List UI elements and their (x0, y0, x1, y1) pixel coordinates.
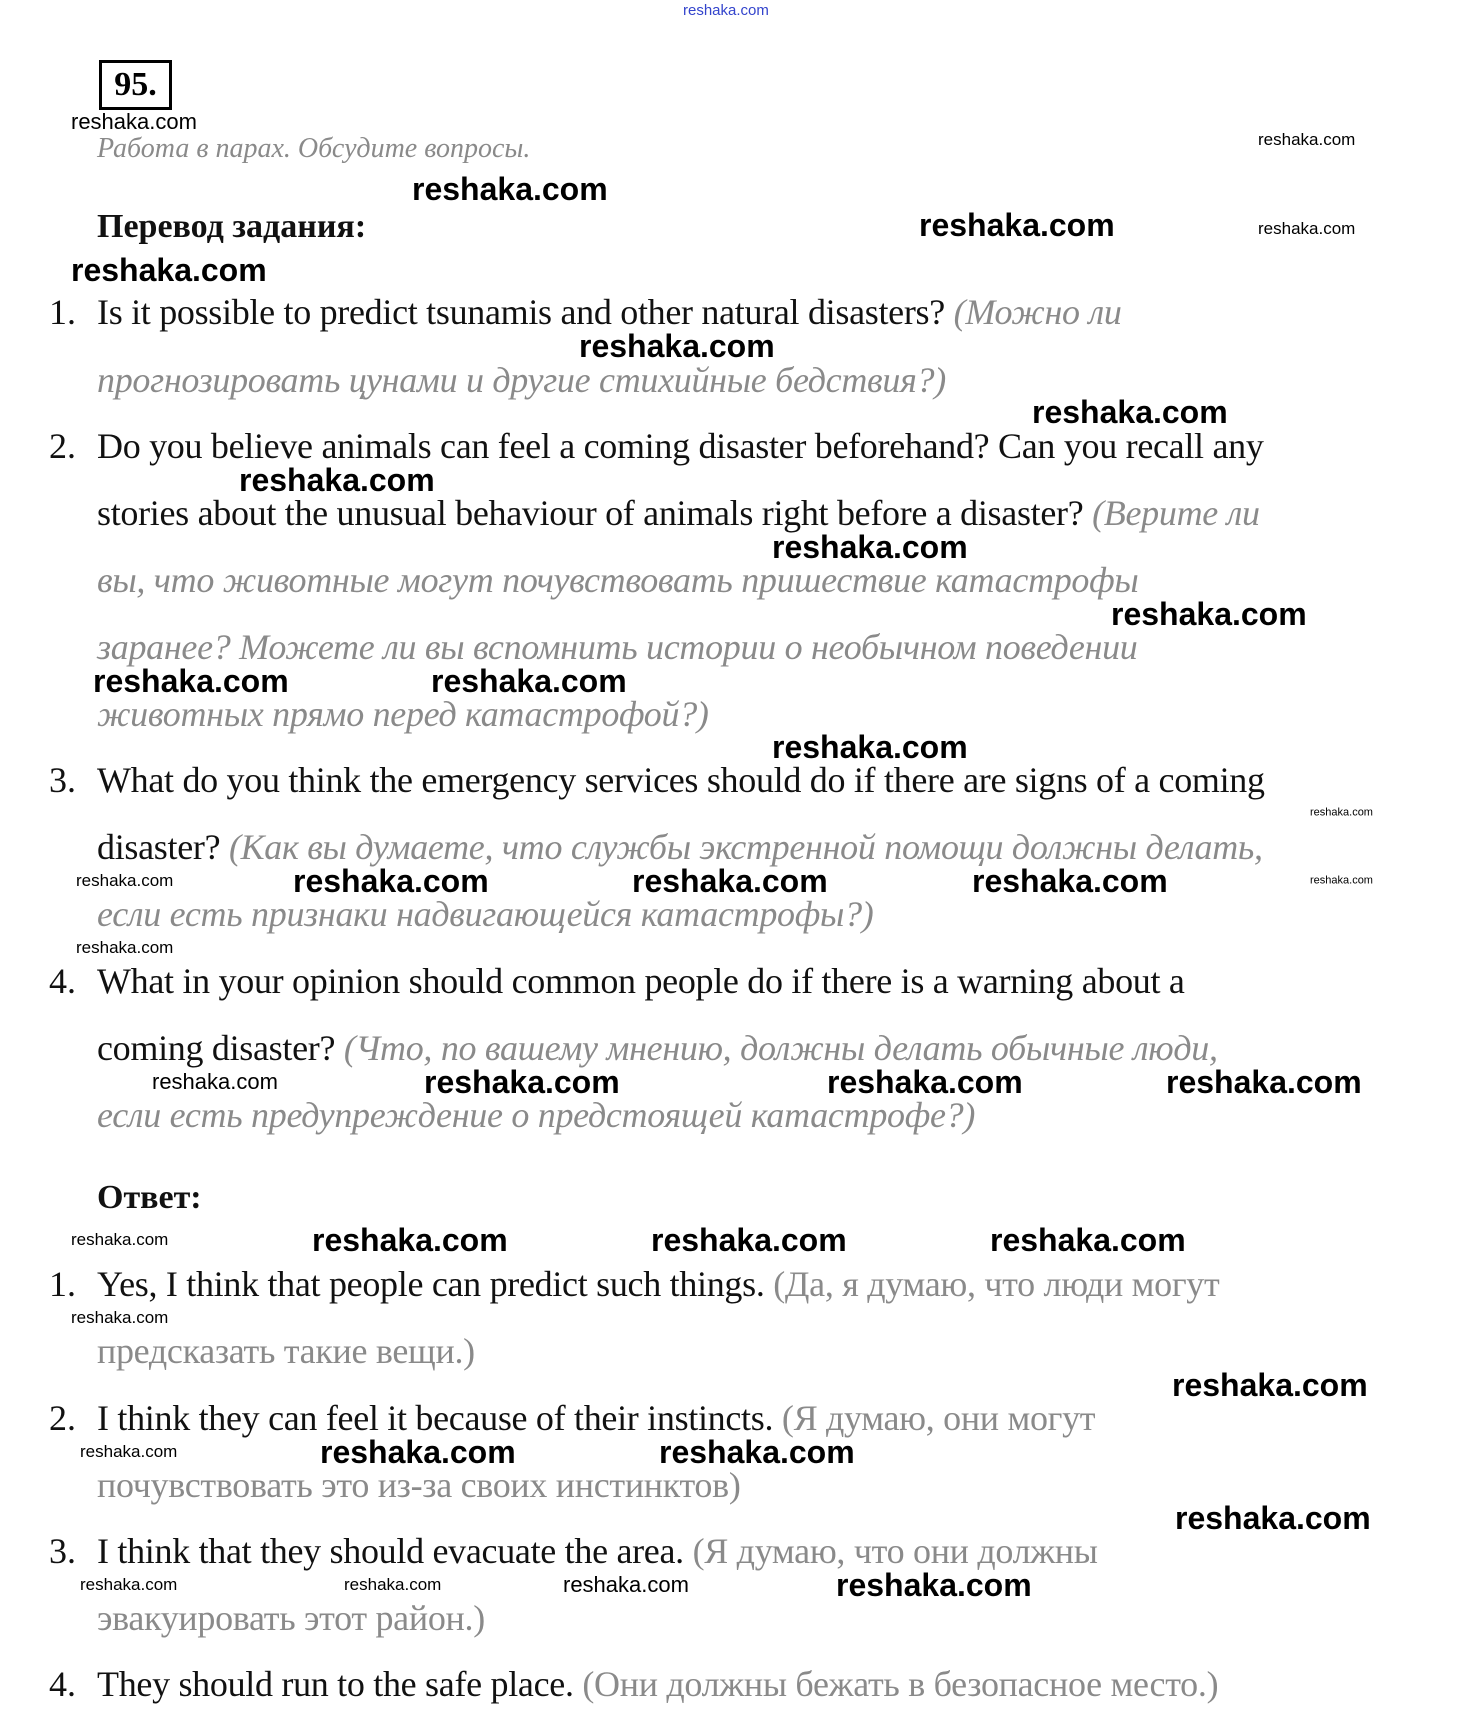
watermark-text: reshaka.com (1111, 596, 1307, 632)
english-text: What in your opinion should common people do if there is a warning about a (97, 961, 1185, 1001)
exercise-number: 95. (99, 60, 172, 110)
watermark-text: reshaka.com (431, 663, 627, 699)
answer-line (97, 1531, 1098, 1571)
english-text: disaster? (97, 827, 229, 867)
watermark-text: reshaka.com (71, 109, 197, 134)
question-number: 3. (49, 760, 76, 800)
question-line (97, 694, 709, 734)
watermark-text: reshaka.com (71, 1230, 169, 1249)
russian-translation: предсказать такие вещи.) (97, 1331, 475, 1371)
russian-translation: (Можно ли (953, 292, 1122, 332)
answer-number: 1. (49, 1264, 76, 1304)
question-line (97, 894, 874, 934)
watermark-text: reshaka.com (772, 729, 968, 765)
english-text: coming disaster? (97, 1028, 344, 1068)
question-line (97, 560, 1139, 600)
english-text: Yes, I think that people can predict such things. (97, 1264, 774, 1304)
question-number: 4. (49, 961, 76, 1001)
watermark-text: reshaka.com (1175, 1500, 1371, 1536)
russian-translation: заранее? Можете ли вы вспомнить истории о необычном поведении (97, 627, 1138, 667)
russian-translation: (Как вы думаете, что службы экстренной помощи должны делать, (228, 827, 1263, 867)
watermark-text: reshaka.com (972, 863, 1168, 899)
question-line (97, 627, 1138, 667)
answer-number: 4. (49, 1664, 76, 1704)
watermark-text: reshaka.com (93, 663, 289, 699)
question-line (97, 827, 1263, 867)
english-text: Is it possible to predict tsunamis and other natural disasters? (97, 292, 954, 332)
watermark-text: reshaka.com (1172, 1367, 1368, 1403)
watermark-text: reshaka.com (344, 1575, 442, 1594)
watermark-text: reshaka.com (239, 462, 435, 498)
answer-line (97, 1331, 475, 1371)
answer-line (97, 1465, 741, 1505)
answer-line (97, 1264, 1220, 1304)
watermark-text: reshaka.com (412, 171, 608, 207)
english-text: I think that they should evacuate the area. (97, 1531, 693, 1571)
watermark-text: reshaka.com (320, 1434, 516, 1470)
question-line (97, 1028, 1218, 1068)
watermark-text: reshaka.com (1258, 130, 1356, 149)
watermark-text: reshaka.com (1032, 394, 1228, 430)
question-line (97, 360, 946, 400)
english-text: I think they can feel it because of their instincts. (97, 1398, 782, 1438)
russian-translation: эвакуировать этот район.) (97, 1598, 485, 1638)
russian-translation: вы, что животные могут почувствовать пришествие катастрофы (97, 560, 1139, 600)
watermark-text: reshaka.com (1258, 219, 1356, 238)
watermark-text: reshaka.com (312, 1222, 508, 1258)
instruction: Работа в парах. Обсудите вопросы. (97, 133, 531, 164)
russian-translation: (Верите ли (1092, 493, 1260, 533)
question-number: 1. (49, 292, 76, 332)
russian-translation: если есть предупреждение о предстоящей катастрофе?) (97, 1095, 976, 1135)
watermark-text: reshaka.com (659, 1434, 855, 1470)
answer-number: 3. (49, 1531, 76, 1571)
russian-translation: (Что, по вашему мнению, должны делать обычные люди, (343, 1028, 1218, 1068)
answer-number: 2. (49, 1398, 76, 1438)
russian-translation: (Они должны бежать в безопасное место.) (582, 1664, 1219, 1704)
watermark-text: reshaka.com (651, 1222, 847, 1258)
watermark-text: reshaka.com (1310, 874, 1373, 887)
russian-translation: (Да, я думаю, что люди могут (773, 1264, 1220, 1304)
watermark-text: reshaka.com (71, 252, 267, 288)
question-line (97, 426, 1264, 466)
watermark-text: reshaka.com (919, 207, 1115, 243)
russian-translation: (Я думаю, они могут (781, 1398, 1096, 1438)
question-line (97, 961, 1185, 1001)
watermark-text: reshaka.com (293, 863, 489, 899)
russian-translation: животных прямо перед катастрофой?) (97, 694, 709, 734)
watermark-text: reshaka.com (579, 328, 775, 364)
question-line (97, 493, 1260, 533)
answer-line (97, 1598, 485, 1638)
question-line (97, 1095, 976, 1135)
watermark-text: reshaka.com (76, 871, 174, 890)
watermark-text: reshaka.com (152, 1069, 278, 1094)
question-line (97, 292, 1122, 332)
question-number: 2. (49, 426, 76, 466)
watermark-text: reshaka.com (1166, 1064, 1362, 1100)
watermark-text: reshaka.com (424, 1064, 620, 1100)
watermark-text: reshaka.com (80, 1442, 178, 1461)
english-text: Do you believe animals can feel a coming disaster beforehand? Can you recall any (97, 426, 1264, 466)
watermark-text: reshaka.com (632, 863, 828, 899)
question-line (97, 760, 1265, 800)
watermark-text: reshaka.com (1310, 806, 1373, 819)
answer-line (97, 1664, 1219, 1704)
site-header-link[interactable]: reshaka.com (683, 2, 769, 19)
english-text: What do you think the emergency services should do if there are signs of a coming (97, 760, 1265, 800)
watermark-text: reshaka.com (76, 938, 174, 957)
watermark-text: reshaka.com (563, 1572, 689, 1597)
watermark-text: reshaka.com (836, 1567, 1032, 1603)
russian-translation: прогнозировать цунами и другие стихийные бедствия?) (97, 360, 946, 400)
english-text: stories about the unusual behaviour of animals right before a disaster? (97, 493, 1093, 533)
russian-translation: почувствовать это из-за своих инстинктов) (97, 1465, 741, 1505)
watermark-text: reshaka.com (772, 529, 968, 565)
watermark-text: reshaka.com (827, 1064, 1023, 1100)
translation-heading: Перевод задания: (97, 208, 367, 245)
watermark-text: reshaka.com (80, 1575, 178, 1594)
russian-translation: если есть признаки надвигающейся катастрофы?) (97, 894, 874, 934)
watermark-text: reshaka.com (71, 1308, 169, 1327)
russian-translation: (Я думаю, что они должны (692, 1531, 1098, 1571)
answer-heading: Ответ: (97, 1179, 202, 1216)
watermark-text: reshaka.com (990, 1222, 1186, 1258)
answer-line (97, 1398, 1096, 1438)
english-text: They should run to the safe place. (97, 1664, 583, 1704)
